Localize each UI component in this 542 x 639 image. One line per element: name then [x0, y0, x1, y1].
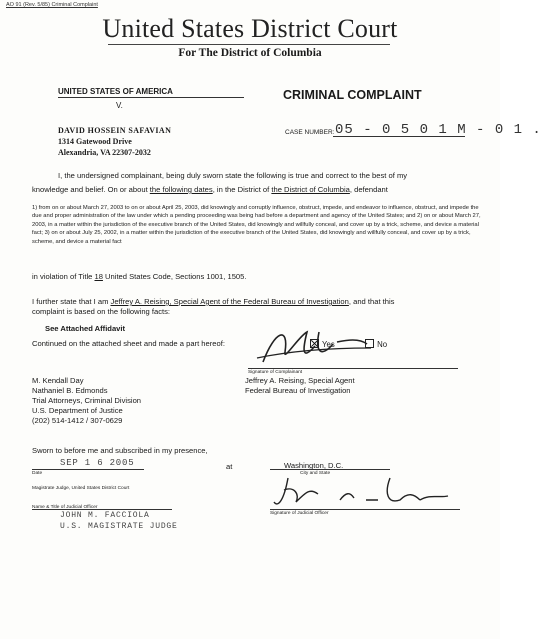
further-statement-line-2: complaint is based on the following facts: [32, 307, 171, 316]
further-statement-line-1 [32, 297, 394, 306]
court-title-underline [108, 44, 390, 45]
form-identifier: AO 91 (Rev. 5/85) Criminal Complaint [6, 2, 98, 8]
date-stamp: SEP 1 6 2005 [60, 458, 135, 468]
at-label: at [226, 462, 233, 471]
attorney-line-1: M. Kendall Day [32, 376, 84, 385]
district-heading: For The District of Columbia [178, 47, 322, 59]
document-title: CRIMINAL COMPLAINT [283, 88, 422, 102]
no-label: No [377, 340, 388, 349]
intro-text-a: knowledge and belief. On or about [32, 185, 150, 194]
intro-dates: the following dates [149, 185, 213, 194]
judicial-signature-line [270, 509, 460, 510]
agent-name: Jeffrey A. Reising, Special Agent [245, 376, 355, 385]
plaintiff-underline [58, 97, 244, 98]
violation-text-b: United States Code, Sections 1001, 1505. [102, 272, 247, 281]
intro-text-e: , defendant [349, 185, 388, 194]
case-number-underline [333, 136, 465, 137]
attorney-line-2: Nathaniel B. Edmonds [32, 386, 108, 395]
versus-label: V. [116, 101, 123, 110]
intro-line-1: I, the undersigned complainant, being duly sworn state the following is true and correct to the best of my [58, 171, 408, 180]
see-affidavit: See Attached Affidavit [45, 324, 126, 333]
date-label: Date [32, 471, 43, 476]
case-number-label: CASE NUMBER: [285, 129, 335, 136]
signature-caption: Signature of Complainant [248, 370, 303, 375]
plaintiff-name: UNITED STATES OF AMERICA [58, 87, 173, 96]
violation-text-a: in violation of Title [32, 272, 95, 281]
city-label: City and State [300, 471, 331, 476]
date-line [32, 469, 144, 470]
judge-title: Magistrate Judge, United States District Court [32, 486, 130, 491]
attorney-line-3: Trial Attorneys, Criminal Division [32, 396, 142, 405]
further-agent: Jeffrey A. Reising, Special Agent of the Federal Bureau of Investigation [110, 297, 349, 306]
complainant-signature-line [248, 368, 458, 369]
sworn-statement: Sworn to before me and subscribed in my presence, [32, 446, 208, 455]
judicial-signature [270, 470, 470, 512]
further-text-a: I further state that I am [32, 297, 111, 306]
complainant-signature [255, 322, 375, 372]
city-state: Washington, D.C. [284, 461, 344, 470]
defendant-address-line-2: Alexandria, VA 22307-2032 [58, 148, 151, 157]
judge-name: JOHN M. FACCIOLA [60, 511, 150, 520]
intro-district: the District of Columbia [271, 185, 350, 194]
intro-text-c: , in the District of [212, 185, 272, 194]
case-number: 05 - 0 5 0 1 M - 0 1 . [335, 122, 542, 138]
intro-line-2 [32, 185, 388, 194]
further-text-c: , and that this [348, 297, 395, 306]
agent-organization: Federal Bureau of Investigation [245, 386, 351, 395]
attorney-line-5: (202) 514-1412 / 307-0629 [32, 416, 123, 425]
violation-line [32, 272, 246, 281]
attorney-line-4: U.S. Department of Justice [32, 406, 123, 415]
continued-line: Continued on the attached sheet and made a part hereof: [32, 339, 225, 348]
name-title-label: Name & Title of Judicial Officer [32, 505, 98, 510]
judicial-signature-label: Signature of Judicial Officer [270, 511, 329, 516]
violation-title: 18 [94, 272, 103, 281]
court-title: United States District Court [102, 14, 398, 43]
yes-label: Yes [322, 340, 335, 349]
charge-description: 1) from on or about March 27, 2003 to on or about April 25, 2003, did knowingly and corruptly influence, obstruct, impede, and endeavor to influence, obstruct, and impede the due and proper administration of the law under which a pending proceeding was being had before a department and agency of the United States; and 2) on or about March 27, 2003, in a matter within the jurisdiction of the executive branch of the United States, did knowingly and willfully conceal, and cover up by a trick, scheme, and device a material fact; 3) on or about July 25, 2002, in a matter within the jurisdiction of the executive branch of the United States, did knowingly and willfully conceal, and cover up by a trick, scheme, and device a material fact [32, 205, 481, 245]
defendant-name: DAVID HOSSEIN SAFAVIAN [58, 126, 172, 135]
judge-role: U.S. MAGISTRATE JUDGE [60, 522, 178, 531]
defendant-address-line-1: 1314 Gatewood Drive [58, 137, 132, 146]
